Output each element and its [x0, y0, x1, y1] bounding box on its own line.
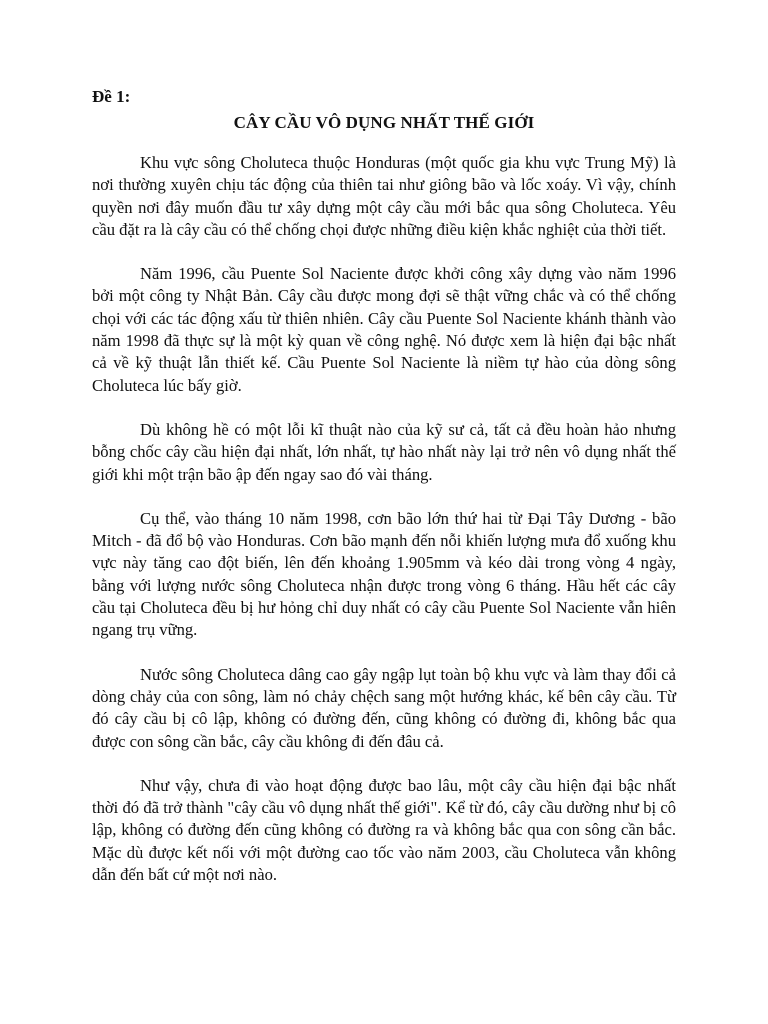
- paragraph: Dù không hề có một lỗi kĩ thuật nào của kỹ sư cả, tất cả đều hoàn hảo nhưng bỗng chốc cây cầu hiện đại nhất, lớn nhất, tự hào nhất này lại trở nên vô dụng nhất thế giới khi một trận bão ập đến ngay sao đó vài tháng.: [92, 419, 676, 484]
- document-page: [92, 86, 676, 886]
- document-title: CÂY CẦU VÔ DỤNG NHẤT THẾ GIỚI: [233, 113, 535, 132]
- paragraph: Nước sông Choluteca dâng cao gây ngập lụt toàn bộ khu vực và làm thay đổi cả dòng chảy của con sông, làm nó chảy chệch sang một hướng khác, kế bên cây cầu. Từ đó cây cầu bị cô lập, không có đường đến, cũng không có đường đi, không bắc qua được con sông cần bắc, cây cầu không đi đến đâu cả.: [92, 664, 676, 751]
- paragraph: Năm 1996, cầu Puente Sol Naciente được khởi công xây dựng vào năm 1996 bởi một công ty Nhật Bản. Cây cầu được mong đợi sẽ thật vững chắc và có thể chống chọi với các tác động xấu từ thiên nhiên. Cây cầu Puente Sol Naciente khánh thành vào năm 1998 đã thực sự là một kỳ quan về công nghệ. Nó được xem là hiện đại bậc nhất cả về kỹ thuật lẫn thiết kế. Cầu Puente Sol Naciente là niềm tự hào của dòng sông Choluteca lúc bấy giờ.: [92, 264, 676, 395]
- paragraph: Như vậy, chưa đi vào hoạt động được bao lâu, một cây cầu hiện đại bậc nhất thời đó đã trở thành "cây cầu vô dụng nhất thế giới". Kể từ đó, cây cầu dường như bị cô lập, không có đường đến cũng không có đường ra và không bắc qua con sông cần bắc. Mặc dù được kết nối với một đường cao tốc vào năm 2003, cầu Choluteca vẫn không dẫn đến bất cứ một nơi nào.: [92, 775, 676, 885]
- paragraph: Cụ thể, vào tháng 10 năm 1998, cơn bão lớn thứ hai từ Đại Tây Dương - bão Mitch - đã đổ bộ vào Honduras. Cơn bão mạnh đến nỗi khiến lượng mưa đổ xuống khu vực này tăng cao đột biến, lên đến khoảng 1.905mm và kéo dài trong vòng 4 ngày, bằng với lượng nước sông Choluteca nhận được trong vòng 6 tháng. Hầu hết các cây cầu tại Choluteca đều bị hư hỏng chỉ duy nhất có cây cầu Puente Sol Naciente vẫn hiên ngang trụ vững.: [92, 508, 676, 640]
- exercise-label: Đề 1:: [92, 87, 131, 106]
- paragraph: Khu vực sông Choluteca thuộc Honduras (một quốc gia khu vực Trung Mỹ) là nơi thường xuyên chịu tác động của thiên tai như giông bão và lốc xoáy. Vì vậy, chính quyền nơi đây muốn đầu tư xây dựng một cây cầu mới bắc qua sông Choluteca. Yêu cầu đặt ra là cây cầu có thể chống chọi được những điều kiện khắc nghiệt của thời tiết.: [92, 153, 676, 239]
